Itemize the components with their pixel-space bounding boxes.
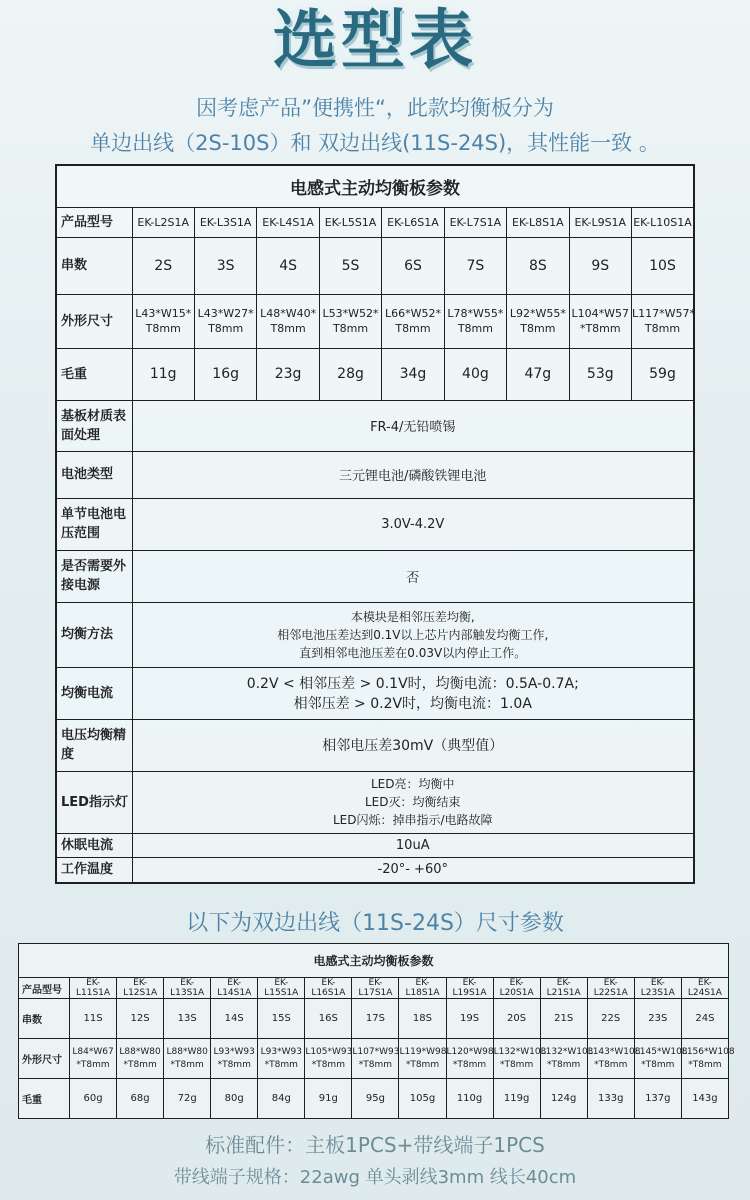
- method-value: [132, 602, 694, 667]
- table-cell: 13S: [164, 999, 211, 1039]
- series-row: [19, 999, 729, 1039]
- size-line: T8mm: [520, 322, 556, 335]
- intro-line-2: 单边出线（2S-10S）和 双边出线(11S-24S)，其性能一致 。: [90, 131, 660, 155]
- table-cell: 53g: [569, 348, 631, 400]
- table-cell: 19S: [446, 999, 493, 1039]
- table-cell: EK-L2S1A: [132, 207, 194, 237]
- table-cell: [507, 294, 569, 348]
- table-cell: 95g: [352, 1079, 399, 1119]
- led-value: [132, 771, 694, 833]
- table-cell: [194, 294, 256, 348]
- size-row: [56, 294, 694, 348]
- battery-value: 三元锂电池/磷酸铁锂电池: [132, 451, 694, 498]
- table-cell: [587, 1039, 641, 1079]
- size-line: L120*W98: [446, 1046, 494, 1057]
- table-cell: 11g: [132, 348, 194, 400]
- weight-row: [19, 1079, 729, 1119]
- table-cell: 5S: [319, 237, 381, 294]
- size-line: *T8mm: [594, 1059, 628, 1070]
- size-line: L43*W15*: [135, 307, 192, 320]
- voltage-label: 单节电池电压范围: [56, 498, 132, 550]
- table-cell: [681, 1039, 735, 1079]
- table-cell: EK-L17S1A: [352, 978, 399, 999]
- table-cell: 22S: [587, 999, 634, 1039]
- weight-label: 毛重: [56, 348, 132, 400]
- table-cell: EK-L4S1A: [257, 207, 319, 237]
- table-cell: 6S: [382, 237, 444, 294]
- size-line: *T8mm: [217, 1059, 251, 1070]
- size-line: L145*W108: [634, 1046, 688, 1057]
- table-cell: [70, 1039, 117, 1079]
- table-cell: EK-L3S1A: [194, 207, 256, 237]
- table-cell: 84g: [258, 1079, 305, 1119]
- table-cell: [258, 1039, 305, 1079]
- size-line: L132*W103: [540, 1046, 594, 1057]
- table-cell: EK-L6S1A: [382, 207, 444, 237]
- table-cell: 15S: [258, 999, 305, 1039]
- table-cell: EK-L15S1A: [258, 978, 305, 999]
- table-cell: EK-L13S1A: [164, 978, 211, 999]
- page-title: 选型表: [273, 4, 477, 78]
- table-cell: [399, 1039, 446, 1079]
- table-cell: 2S: [132, 237, 194, 294]
- table-cell: 21S: [540, 999, 587, 1039]
- table-cell: 47g: [507, 348, 569, 400]
- table-cell: [319, 294, 381, 348]
- table-cell: EK-L5S1A: [319, 207, 381, 237]
- table-cell: 59g: [632, 348, 695, 400]
- temp-label: 工作温度: [56, 857, 132, 883]
- size-label: 外形尺寸: [19, 1039, 70, 1079]
- led-line-2: LED灭：均衡结束: [364, 795, 461, 809]
- method-label: 均衡方法: [56, 602, 132, 667]
- table-cell: 20S: [493, 999, 540, 1039]
- table-cell: 133g: [587, 1079, 634, 1119]
- table-cell: 105g: [399, 1079, 446, 1119]
- table-cell: [493, 1039, 547, 1079]
- board-label: 基板材质表面处理: [56, 400, 132, 451]
- table-cell: 16S: [305, 999, 352, 1039]
- table-cell: [117, 1039, 164, 1079]
- table-cell: 4S: [257, 237, 319, 294]
- power-label: 是否需要外接电源: [56, 550, 132, 602]
- size-line: L105*W93: [305, 1046, 353, 1057]
- table-cell: 9S: [569, 237, 631, 294]
- intro-line-1: 因考虑产品”便携性“，此款均衡板分为: [196, 96, 554, 120]
- table-cell: EK-L21S1A: [540, 978, 587, 999]
- table-cell: 24S: [681, 999, 728, 1039]
- size-line: L84*W67: [72, 1046, 114, 1057]
- size-row: [19, 1039, 729, 1079]
- model-label: 产品型号: [19, 978, 70, 999]
- size-label: 外形尺寸: [56, 294, 132, 348]
- table-cell: 3S: [194, 237, 256, 294]
- size-line: T8mm: [644, 322, 681, 335]
- current-value: [132, 667, 694, 719]
- size-line: L104*W57: [571, 307, 630, 320]
- series-row: [56, 237, 694, 294]
- led-line-3: LED闪烁：掉串指示/电路故障: [332, 813, 493, 827]
- table-cell: 80g: [211, 1079, 258, 1119]
- model-row: [19, 978, 729, 999]
- size-line: L88*W80: [119, 1046, 161, 1057]
- double-side-spec-table: [18, 943, 735, 1119]
- table-cell: EK-L22S1A: [587, 978, 634, 999]
- table-cell: EK-L14S1A: [211, 978, 258, 999]
- method-line-3: 直到相邻电池压差在0.03V以内停止工作。: [299, 645, 527, 660]
- table2-caption: 电感式主动均衡板参数: [19, 944, 729, 978]
- table-cell: 124g: [540, 1079, 587, 1119]
- size-line: L48*W40*: [260, 307, 317, 320]
- table-cell: EK-L9S1A: [569, 207, 631, 237]
- series-label: 串数: [56, 237, 132, 294]
- size-line: T8mm: [332, 322, 369, 335]
- table-cell: EK-L19S1A: [446, 978, 493, 999]
- table-cell: 110g: [446, 1079, 493, 1119]
- led-line-1: LED亮：均衡中: [370, 777, 455, 791]
- power-value: 否: [132, 550, 694, 602]
- size-line: L88*W80: [166, 1046, 208, 1057]
- table-cell: EK-L16S1A: [305, 978, 352, 999]
- size-line: L53*W52*: [322, 307, 379, 320]
- table-cell: 12S: [117, 999, 164, 1039]
- table-cell: [634, 1039, 688, 1079]
- table-cell: 14S: [211, 999, 258, 1039]
- size-line: L107*W93: [352, 1046, 400, 1057]
- size-line: L78*W55*: [447, 307, 504, 320]
- battery-label: 电池类型: [56, 451, 132, 498]
- series-label: 串数: [19, 999, 70, 1039]
- table-cell: 119g: [493, 1079, 540, 1119]
- section-2-title: 以下为双边出线（11S-24S）尺寸参数: [186, 911, 564, 936]
- table-cell: 23S: [634, 999, 681, 1039]
- size-line: T8mm: [457, 322, 493, 335]
- table-cell: 10S: [632, 237, 695, 294]
- table-cell: [444, 294, 506, 348]
- single-side-spec-table: [55, 164, 695, 884]
- size-line: *T8mm: [358, 1059, 393, 1070]
- table-cell: 143g: [681, 1079, 728, 1119]
- size-line: *T8mm: [499, 1059, 534, 1070]
- table-cell: [632, 294, 695, 348]
- table-cell: EK-L23S1A: [634, 978, 681, 999]
- weight-label: 毛重: [19, 1079, 70, 1119]
- table-cell: EK-L11S1A: [70, 978, 117, 999]
- size-line: *T8mm: [405, 1059, 440, 1070]
- footer-accessories: 标准配件：主板1PCS+带线端子1PCS: [205, 1133, 545, 1157]
- temp-value: -20°- +60°: [132, 857, 694, 883]
- size-line: T8mm: [395, 322, 431, 335]
- size-line: *T8mm: [123, 1059, 157, 1070]
- size-line: *T8mm: [311, 1059, 345, 1070]
- table-cell: 11S: [70, 999, 117, 1039]
- table-cell: 137g: [634, 1079, 681, 1119]
- table-cell: [305, 1039, 352, 1079]
- table-cell: 68g: [117, 1079, 164, 1119]
- sleep-label: 休眠电流: [56, 833, 132, 857]
- size-line: L143*W108: [587, 1046, 641, 1057]
- footer-terminal-spec: 带线端子规格：22awg 单头剥线3mm 线长40cm: [173, 1167, 577, 1188]
- method-line-2: 相邻电池压差达到0.1V以上芯片内部触发均衡工作,: [277, 627, 549, 642]
- current-line-1: 0.2V < 相邻压差 > 0.1V时，均衡电流：0.5A-0.7A;: [246, 676, 579, 692]
- board-value: FR-4/无铅喷锡: [132, 400, 694, 451]
- table-cell: [164, 1039, 211, 1079]
- size-line: L92*W55*: [509, 307, 566, 320]
- table-cell: 34g: [382, 348, 444, 400]
- table-cell: EK-L12S1A: [117, 978, 164, 999]
- size-line: *T8mm: [76, 1059, 110, 1070]
- size-line: L43*W27*: [197, 307, 254, 320]
- size-line: *T8mm: [264, 1059, 298, 1070]
- table-cell: EK-L7S1A: [444, 207, 506, 237]
- table-cell: [382, 294, 444, 348]
- led-label: LED指示灯: [56, 771, 132, 833]
- table-cell: 18S: [399, 999, 446, 1039]
- size-line: L156*W108: [681, 1046, 735, 1057]
- table-cell: EK-L10S1A: [632, 207, 695, 237]
- table-cell: 60g: [70, 1079, 117, 1119]
- accuracy-label: 电压均衡精度: [56, 719, 132, 771]
- table-cell: 91g: [305, 1079, 352, 1119]
- table-cell: 17S: [352, 999, 399, 1039]
- table-cell: [352, 1039, 399, 1079]
- size-line: *T8mm: [452, 1059, 487, 1070]
- size-line: T8mm: [208, 322, 244, 335]
- table1-caption: 电感式主动均衡板参数: [56, 165, 694, 207]
- table-cell: [211, 1039, 258, 1079]
- size-line: L66*W52*: [384, 307, 441, 320]
- table-cell: [540, 1039, 594, 1079]
- table-cell: [132, 294, 194, 348]
- size-line: T8mm: [270, 322, 306, 335]
- model-row: [56, 207, 694, 237]
- current-line-2: 相邻压差 > 0.2V时，均衡电流：1.0A: [293, 696, 532, 712]
- size-line: *T8mm: [641, 1059, 675, 1070]
- table-cell: 7S: [444, 237, 506, 294]
- model-label: 产品型号: [56, 207, 132, 237]
- table-cell: EK-L20S1A: [493, 978, 540, 999]
- size-line: L93*W93: [213, 1046, 255, 1057]
- size-line: *T8mm: [579, 322, 621, 335]
- table-cell: [569, 294, 631, 348]
- table-cell: EK-L8S1A: [507, 207, 569, 237]
- size-line: L132*W103: [493, 1046, 547, 1057]
- voltage-value: 3.0V-4.2V: [132, 498, 694, 550]
- accuracy-value: 相邻电压差30mV（典型值）: [132, 719, 694, 771]
- size-line: *T8mm: [688, 1059, 722, 1070]
- table-cell: 28g: [319, 348, 381, 400]
- method-line-1: 本模块是相邻压差均衡,: [350, 609, 475, 624]
- table-cell: [257, 294, 319, 348]
- table-cell: [446, 1039, 493, 1079]
- table-cell: 23g: [257, 348, 319, 400]
- size-line: T8mm: [145, 322, 181, 335]
- table-cell: EK-L24S1A: [681, 978, 728, 999]
- table-cell: 40g: [444, 348, 506, 400]
- table-cell: 16g: [194, 348, 256, 400]
- size-line: *T8mm: [547, 1059, 581, 1070]
- size-line: *T8mm: [170, 1059, 204, 1070]
- table-cell: 72g: [164, 1079, 211, 1119]
- size-line: L117*W57*: [632, 307, 695, 320]
- size-line: L119*W98: [399, 1046, 447, 1057]
- table-cell: 8S: [507, 237, 569, 294]
- weight-row: [56, 348, 694, 400]
- table-cell: EK-L18S1A: [399, 978, 446, 999]
- size-line: L93*W93: [260, 1046, 302, 1057]
- sleep-value: 10uA: [132, 833, 694, 857]
- current-label: 均衡电流: [56, 667, 132, 719]
